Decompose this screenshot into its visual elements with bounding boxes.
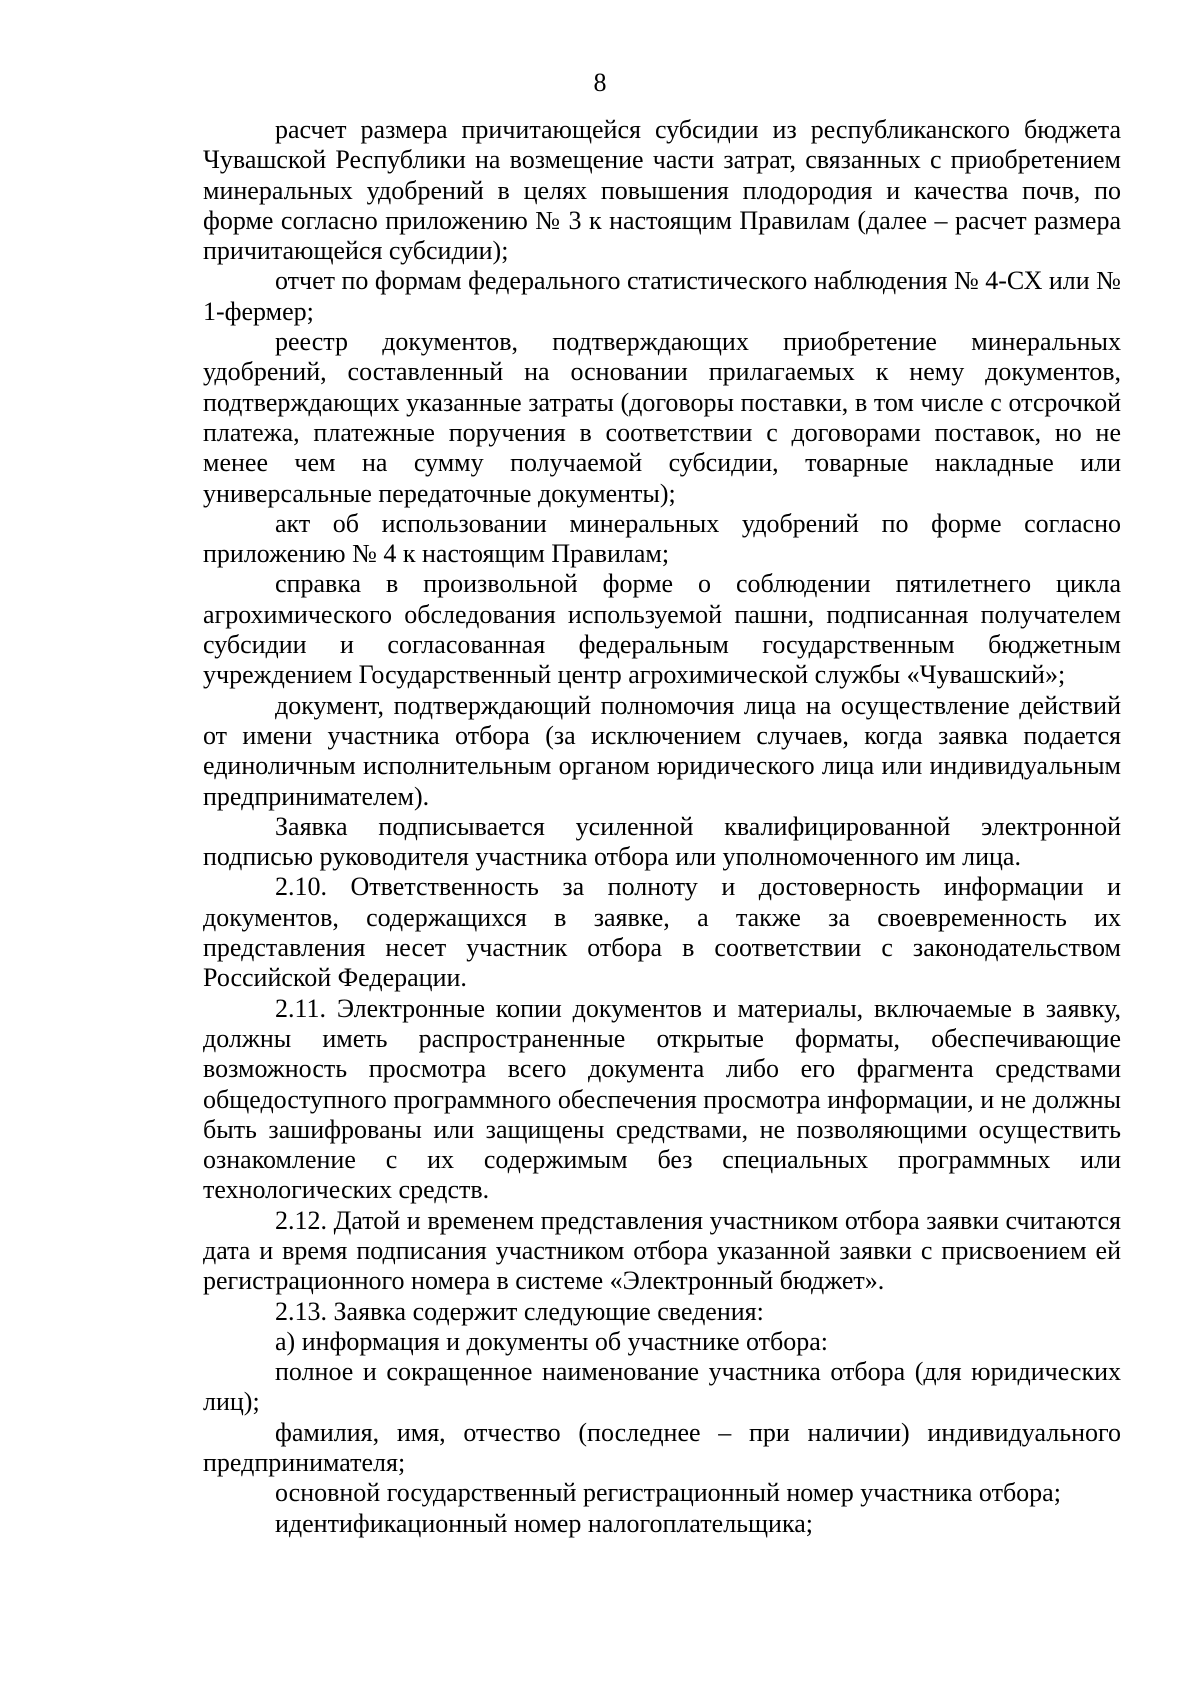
paragraph-agrochemical-certificate: справка в произвольной форме о соблюдении пятилетнего цикла агрохимического обследования используемой пашни, подписанная получателем субсидии и согласованная федеральным государственным бюджетным учреждением Государственный центр агрохимической службы «Чувашский»; [203, 569, 1121, 690]
paragraph-fertilizer-act: акт об использовании минеральных удобрений по форме согласно приложению № 4 к настоящим Правилам; [203, 508, 1121, 569]
page-number: 8 [593, 68, 607, 97]
paragraph-subsidy-calculation: расчет размера причитающейся субсидии из республиканского бюджета Чувашской Республики на возмещение части затрат, связанных с приобретением минеральных удобрений в целях повышения плодородия и качества почв, по форме согласно приложению № 3 к настоящим Правилам (далее – расчет размера причитающейся субсидии); [203, 115, 1121, 266]
document-body [203, 115, 1121, 1539]
paragraph-inn: идентификационный номер налогоплательщика; [275, 1508, 813, 1538]
paragraph-2-10: 2.10. Ответственность за полноту и достоверность информации и документов, содержащихся в заявке, а также за своевременность их представления несет участник отбора в соответствии с законодательством Российской Федерации. [203, 872, 1121, 993]
paragraph-2-11: 2.11. Электронные копии документов и материалы, включаемые в заявку, должны иметь распространенные открытые форматы, обеспечивающие возможность просмотра всего документа либо его фрагмента средствами общедоступного программного обеспечения просмотра информации, и не должны быть зашифрованы или защищены средствами, не позволяющими осуществить ознакомление с их содержимым без специальных программных или технологических средств. [203, 993, 1121, 1205]
paragraph-document-registry: реестр документов, подтверждающих приобретение минеральных удобрений, составленный на основании прилагаемых к нему документов, подтверждающих указанные затраты (договоры поставки, в том числе с отсрочкой платежа, платежные поручения в соответствии с договорами поставок, но не менее чем на сумму получаемой субсидии, товарные накладные или универсальные передаточные документы); [203, 327, 1121, 508]
paragraph-statistics-report: отчет по формам федерального статистического наблюдения № 4-СХ или № 1-фермер; [203, 266, 1121, 326]
paragraph-entrepreneur-name: фамилия, имя, отчество (последнее – при наличии) индивидуального предпринимателя; [203, 1417, 1121, 1478]
paragraph-2-12: 2.12. Датой и временем представления участником отбора заявки считаются дата и время подписания участником отбора указанной заявки с присвоением ей регистрационного номера в системе «Электронный бюджет». [203, 1205, 1121, 1296]
paragraph-2-13: 2.13. Заявка содержит следующие сведения: [275, 1296, 764, 1326]
paragraph-item-a: а) информация и документы об участнике отбора: [275, 1326, 828, 1356]
paragraph-signature: Заявка подписывается усиленной квалифицированной электронной подписью руководителя участника отбора или уполномоченного им лица. [203, 811, 1121, 872]
paragraph-authority-document: документ, подтверждающий полномочия лица на осуществление действий от имени участника отбора (за исключением случаев, когда заявка подается единоличным исполнительным органом юридического лица или индивидуальным предпринимателем). [203, 690, 1121, 811]
paragraph-full-name: полное и сокращенное наименование участника отбора (для юридических лиц); [203, 1357, 1121, 1417]
paragraph-ogrn: основной государственный регистрационный номер участника отбора; [275, 1478, 1061, 1508]
